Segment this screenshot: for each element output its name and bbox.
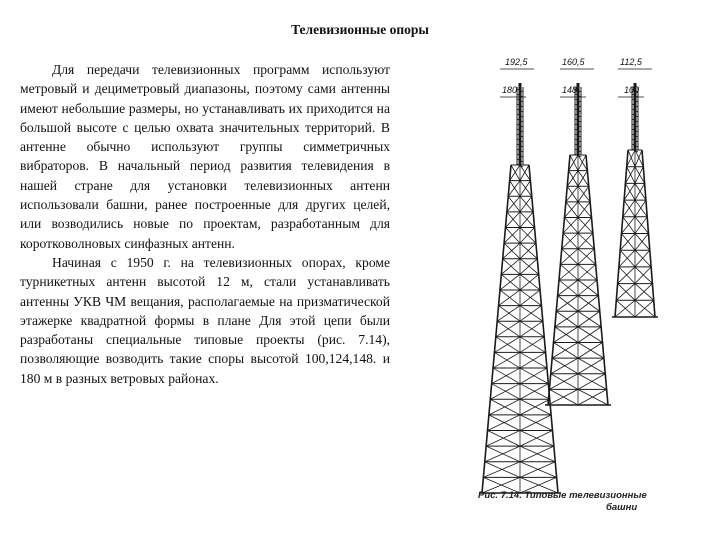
tower-1-total-height: 192,5 bbox=[505, 57, 528, 67]
paragraph-1: Для передачи телевизионных программ используют метровый и дециметровый диапазоны, поэтому сами антенны имеют небольшие размеры, но устанавливать их приходится на большой высоте с целью охвата значительных территорий. В антенне обычно используют группы симметричных вибраторов. В начальный период развития телевидения в нашей стране для установки телевизионных антенн использовали башни, ранее построенные для других целей, или возводились новые по проектам, разработанным для коротковолновых синфазных антенн. bbox=[20, 62, 390, 251]
caption-line-2: башни bbox=[606, 502, 638, 513]
towers-figure bbox=[478, 55, 703, 515]
page-title: Телевизионные опоры bbox=[291, 22, 429, 37]
tower-1-leg-left bbox=[482, 165, 511, 493]
towers-drawing bbox=[478, 55, 703, 515]
paragraph-2: Начиная с 1950 г. на телевизионных опорах, кроме турникетных антенн высотой 12 м, стали устанавливать антенны УКВ ЧМ вещания, располагаемые на призматической этажерке квадратной формы в плане Для этой цепи были разработаны специальные типовые проекты (рис. 7.14), позволяющие возводить такие споры высотой 100,124,148. и 180 м в разных ветровых районах. bbox=[20, 254, 390, 386]
caption-line-1: Рис. 7.14. Типовые телевизионные bbox=[478, 490, 647, 501]
body-text bbox=[20, 60, 390, 388]
tower-3-total-height: 112,5 bbox=[620, 57, 642, 67]
tower-1-height: 180 bbox=[502, 85, 518, 95]
tower-2-total-height: 160,5 bbox=[562, 57, 585, 67]
figure-caption bbox=[478, 490, 700, 514]
tower-3-height: 100 bbox=[624, 85, 640, 95]
tower-2-height: 148 bbox=[562, 85, 578, 95]
tower-1-leg-right bbox=[529, 165, 558, 493]
